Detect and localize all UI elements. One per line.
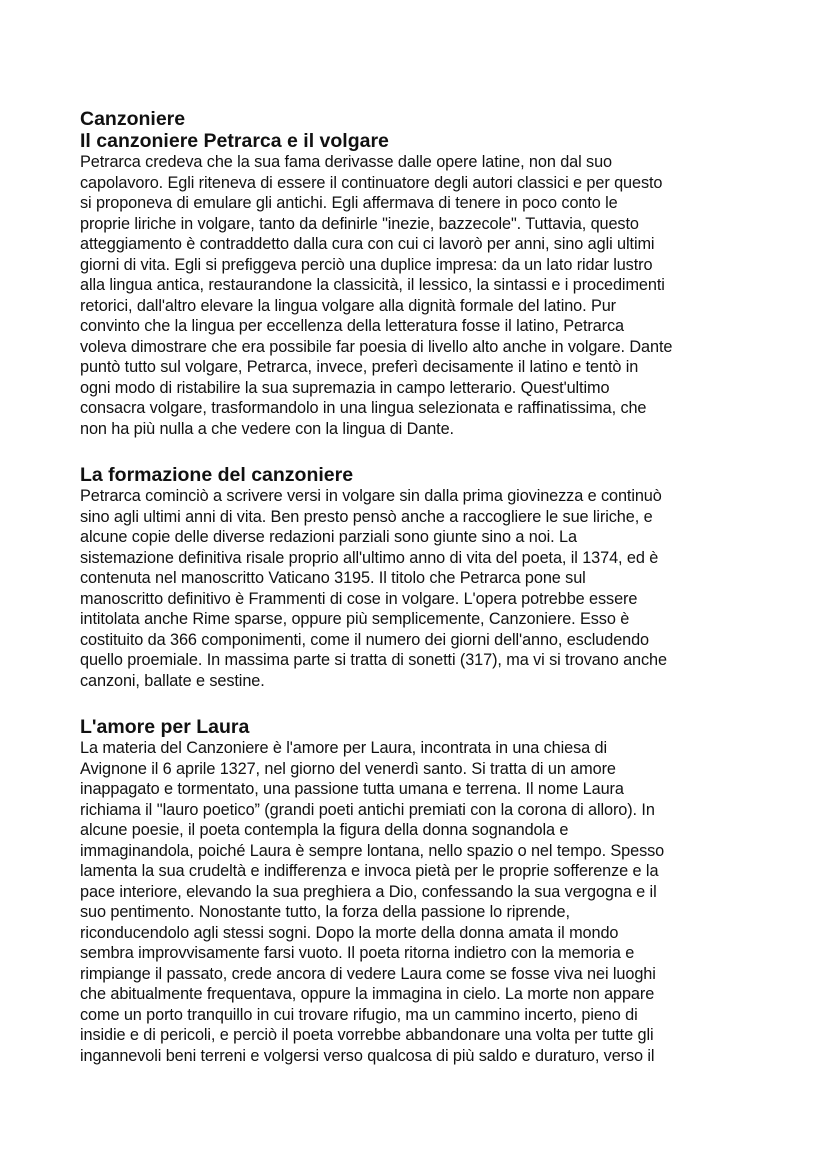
section-heading: L'amore per Laura [80, 716, 250, 738]
section-heading: Il canzoniere Petrarca e il volgare [80, 130, 389, 152]
section-petrarca-volgare [80, 130, 760, 439]
section-heading: La formazione del canzoniere [80, 464, 354, 486]
section-amore-laura [80, 716, 760, 1066]
section-paragraph: Petrarca credeva che la sua fama derivasse dalle opere latine, non dal suo capolavoro. Egli riteneva di essere il continuatore degli autori classici e per questo si proponeva di emulare gli antichi. Egli affermava di tenere in poco conto le proprie liriche in volgare, tanto da definirle "inezie, bazzecole". Tuttavia, questo atteggiamento è contraddetto dalla cura con cui ci lavorò per anni, sino agli ultimi giorni di vita. Egli si prefiggeva perciò una duplice impresa: da un lato ridar lustro alla lingua antica, restaurandone la classicità, il lessico, la sintassi e i procedimenti retorici, dall'altro elevare la lingua volgare alla dignità formale del latino. Pur convinto che la lingua per eccellenza della letteratura fosse il latino, Petrarca voleva dimostrare che era possibile far poesia di livello alto anche in volgare. Dante puntò tutto sul volgare, Petrarca, invece, preferì decisamente il latino e tentò in ogni modo di ristabilire la sua supremazia in campo letterario. Quest'ultimo consacra volgare, trasformandolo in una lingua selezionata e raffinatissima, che non ha più nulla a che vedere con la lingua di Dante. [80, 153, 673, 438]
section-formazione-canzoniere [80, 464, 760, 691]
document-title: Canzoniere [80, 108, 186, 130]
section-paragraph: Petrarca cominciò a scrivere versi in volgare sin dalla prima giovinezza e continuò sino agli ultimi anni di vita. Ben presto pensò anche a raccogliere le sue liriche, e alcune copie delle diverse redazioni parziali sono giunte sino a noi. La sistemazione definitiva risale proprio all'ultimo anno di vita del poeta, il 1374, ed è contenuta nel manoscritto Vaticano 3195. Il titolo che Petrarca pone sul manoscritto definitivo è Frammenti di cose in volgare. L'opera potrebbe essere intitolata anche Rime sparse, oppure più semplicemente, Canzoniere. Esso è costituito da 366 componimenti, come il numero dei giorni dell'anno, escludendo quello proemiale. In massima parte si tratta di sonetti (317), ma vi si trovano anche canzoni, ballate e sestine. [80, 487, 667, 690]
section-paragraph: La materia del Canzoniere è l'amore per Laura, incontrata in una chiesa di Avignone il 6 aprile 1327, nel giorno del venerdì santo. Si tratta di un amore inappagato e tormentato, una passione tutta umana e terrena. Il nome Laura richiama il ''lauro poetico” (grandi poeti antichi premiati con la corona di alloro). In alcune poesie, il poeta contempla la figura della donna sognandola e immaginandola, poiché Laura è sempre lontana, nello spazio o nel tempo. Spesso lamenta la sua crudeltà e indifferenza e invoca pietà per le proprie sofferenze e la pace interiore, elevando la sua preghiera a Dio, confessando la sua vergogna e il suo pentimento. Nonostante tutto, la forza della passione lo riprende, riconducendolo agli stessi sogni. Dopo la morte della donna amata il mondo sembra improvvisamente farsi vuoto. Il poeta ritorna indietro con la memoria e rimpiange il passato, crede ancora di vedere Laura come se fosse viva nei luoghi che abitualmente frequentava, oppure la immagina in cielo. La morte non appare come un porto tranquillo in cui trovare rifugio, ma un cammino incerto, pieno di insidie e di pericoli, e perciò il poeta vorrebbe abbandonare una volta per tutte gli ingannevoli beni terreni e volgersi verso qualcosa di più saldo e duraturo, verso il [80, 739, 665, 1065]
document-page [80, 108, 760, 1066]
